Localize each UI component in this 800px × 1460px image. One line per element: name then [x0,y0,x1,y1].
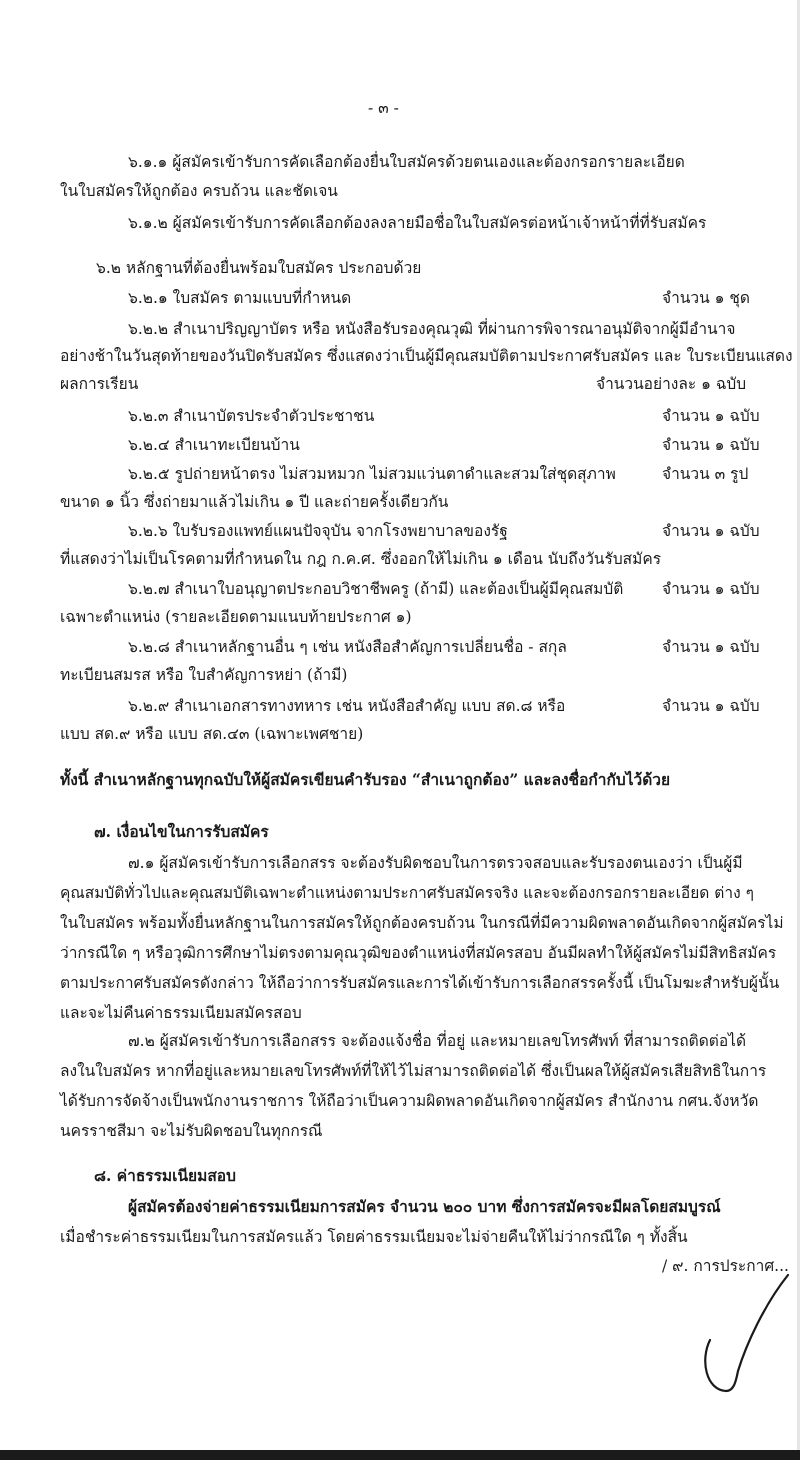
item-6-2-5-cont: ขนาด ๑ นิ้ว ซึ่งถ่ายมาแล้วไม่เกิน ๑ ปี และถ่ายครั้งเดียวกัน [60,493,449,511]
page-number: - ๓ - [368,99,399,117]
para-8-line2: เมื่อชำระค่าธรรมเนียมในการสมัครแล้ว โดยค่าธรรมเนียมจะไม่จ่ายคืนให้ไม่ว่ากรณีใด ๆ ทั้งสิ้น [60,1228,688,1246]
item-6-2-8: ๖.๒.๘ สำเนาหลักฐานอื่น ๆ เช่น หนังสือสำคัญการเปลี่ยนชื่อ - สกุล [128,638,567,656]
item-6-2-7: ๖.๒.๗ สำเนาใบอนุญาตประกอบวิชาชีพครู (ถ้ามี) และต้องเป็นผู้มีคุณสมบัติ [128,580,624,598]
item-6-2-9-cont: แบบ สด.๙ หรือ แบบ สด.๔๓ (เฉพาะเพศชาย) [60,725,364,743]
item-6-2-4-qty: จำนวน ๑ ฉบับ [662,436,760,454]
scan-edge-bottom [0,1450,800,1460]
item-6-2-6-qty: จำนวน ๑ ฉบับ [662,522,760,540]
signature-mark [700,1265,790,1395]
next-page-reference: / ๙. การประกาศ... [662,1257,789,1275]
para-8-line1: ผู้สมัครต้องจ่ายค่าธรรมเนียมการสมัคร จำนวน ๒๐๐ บาท ซึ่งการสมัครจะมีผลโดยสมบูรณ์ [128,1197,721,1216]
item-6-2-3-qty: จำนวน ๑ ฉบับ [662,407,760,425]
item-6-2-6-cont: ที่แสดงว่าไม่เป็นโรคตามที่กำหนดใน กฎ ก.ค.ศ. ซึ่งออกให้ไม่เกิน ๑ เดือน นับถึงวันรับสมัคร [60,550,662,568]
item-6-2-2: ๖.๒.๒ สำเนาปริญญาบัตร หรือ หนังสือรับรองคุณวุฒิ ที่ผ่านการพิจารณาอนุมัติจากผู้มีอำนาจ [128,320,736,338]
item-6-2-7-cont: เฉพาะตำแหน่ง (รายละเอียดตามแนบท้ายประกาศ ๑) [60,608,412,626]
para-7-2-line2: ลงในใบสมัคร หากที่อยู่และหมายเลขโทรศัพท์ที่ให้ไว้ไม่สามารถติดต่อได้ ซึ่งเป็นผลให้ผู้สมัครเสียสิทธิในการ [60,1062,767,1080]
item-6-2-8-cont: ทะเบียนสมรส หรือ ใบสำคัญการหย่า (ถ้ามี) [60,666,348,684]
item-6-2-3: ๖.๒.๓ สำเนาบัตรประจำตัวประชาชน [128,407,375,425]
item-6-2-2-cont: อย่างช้าในวันสุดท้ายของวันปิดรับสมัคร ซึ่งแสดงว่าเป็นผู้มีคุณสมบัติตามประกาศรับสมัคร และ ใบระเบียนแสดง [60,347,793,365]
para-7-1-line1: ๗.๑ ผู้สมัครเข้ารับการเลือกสรร จะต้องรับผิดชอบในการตรวจสอบและรับรองตนเองว่า เป็นผู้มี [128,854,743,872]
item-6-2-9-qty: จำนวน ๑ ฉบับ [662,697,760,715]
para-7-1-line3: ในใบสมัคร พร้อมทั้งยื่นหลักฐานในการสมัครให้ถูกต้องครบถ้วน ในกรณีที่มีความผิดพลาดอันเกิดจากผู้สมัครไม่ [60,914,784,932]
item-6-2-5: ๖.๒.๕ รูปถ่ายหน้าตรง ไม่สวมหมวก ไม่สวมแว่นตาดำและสวมใส่ชุดสุภาพ [128,465,616,483]
para-7-1-line2: คุณสมบัติทั่วไปและคุณสมบัติเฉพาะตำแหน่งตามประกาศรับสมัครจริง และจะต้องกรอกรายละเอียด ต่าง ๆ [60,884,754,902]
item-6-2-5-qty: จำนวน ๓ รูป [662,465,749,483]
para-7-1-line6: และจะไม่คืนค่าธรรมเนียมสมัครสอบ [60,1004,302,1022]
heading-8: ๘. ค่าธรรมเนียมสอบ [94,1166,236,1185]
item-6-2-1: ๖.๒.๑ ใบสมัคร ตามแบบที่กำหนด [128,289,352,307]
para-7-2-line4: นครราชสีมา จะไม่รับผิดชอบในทุกกรณี [60,1122,323,1140]
item-6-2-9: ๖.๒.๙ สำเนาเอกสารทางทหาร เช่น หนังสือสำคัญ แบบ สด.๘ หรือ [128,697,566,715]
item-6-2-7-qty: จำนวน ๑ ฉบับ [662,580,760,598]
item-6-2-4: ๖.๒.๔ สำเนาทะเบียนบ้าน [128,436,300,454]
item-6-2-2-cont2: ผลการเรียน [60,375,139,393]
para-7-2-line3: ได้รับการจัดจ้างเป็นพนักงานราชการ ให้ถือว่าเป็นความผิดพลาดอันเกิดจากผู้สมัคร สำนักงาน กศน.จังหวัด [60,1092,759,1110]
para-7-2-line1: ๗.๒ ผู้สมัครเข้ารับการเลือกสรร จะต้องแจ้งชื่อ ที่อยู่ และหมายเลขโทรศัพท์ ที่สามารถติดต่อได้ [128,1032,747,1050]
para-7-1-line5: ตามประกาศรับสมัครดังกล่าว ให้ถือว่าการรับสมัครและการได้เข้ารับการเลือกสรรครั้งนี้ เป็นโมฆะสำหรับผู้นั้น [60,974,780,992]
line-6-1-1-cont: ในใบสมัครให้ถูกต้อง ครบถ้วน และชัดเจน [60,182,338,200]
para-7-1-line4: ว่ากรณีใด ๆ หรือวุฒิการศึกษาไม่ตรงตามคุณวุฒิของตำแหน่งที่สมัครสอบ อันมีผลทำให้ผู้สมัครไม่มีสิทธิสมัคร [60,944,777,962]
heading-7: ๗. เงื่อนไขในการรับสมัคร [94,822,269,841]
heading-6-2: ๖.๒ หลักฐานที่ต้องยื่นพร้อมใบสมัคร ประกอบด้วย [96,259,422,277]
item-6-2-2-qty: จำนวนอย่างละ ๑ ฉบับ [596,375,747,393]
item-6-2-8-qty: จำนวน ๑ ฉบับ [662,638,760,656]
certify-note: ทั้งนี้ สำเนาหลักฐานทุกฉบับให้ผู้สมัครเขียนคำรับรอง “สำเนาถูกต้อง” และลงชื่อกำกับไว้ด้วย [60,770,671,789]
line-6-1-2: ๖.๑.๒ ผู้สมัครเข้ารับการคัดเลือกต้องลงลายมือชื่อในใบสมัครต่อหน้าเจ้าหน้าที่ที่รับสมัคร [128,214,707,232]
line-6-1-1: ๖.๑.๑ ผู้สมัครเข้ารับการคัดเลือกต้องยื่นใบสมัครด้วยตนเองและต้องกรอกรายละเอียด [128,153,685,171]
item-6-2-1-qty: จำนวน ๑ ชุด [662,289,750,307]
item-6-2-6: ๖.๒.๖ ใบรับรองแพทย์แผนปัจจุบัน จากโรงพยาบาลของรัฐ [128,522,508,540]
